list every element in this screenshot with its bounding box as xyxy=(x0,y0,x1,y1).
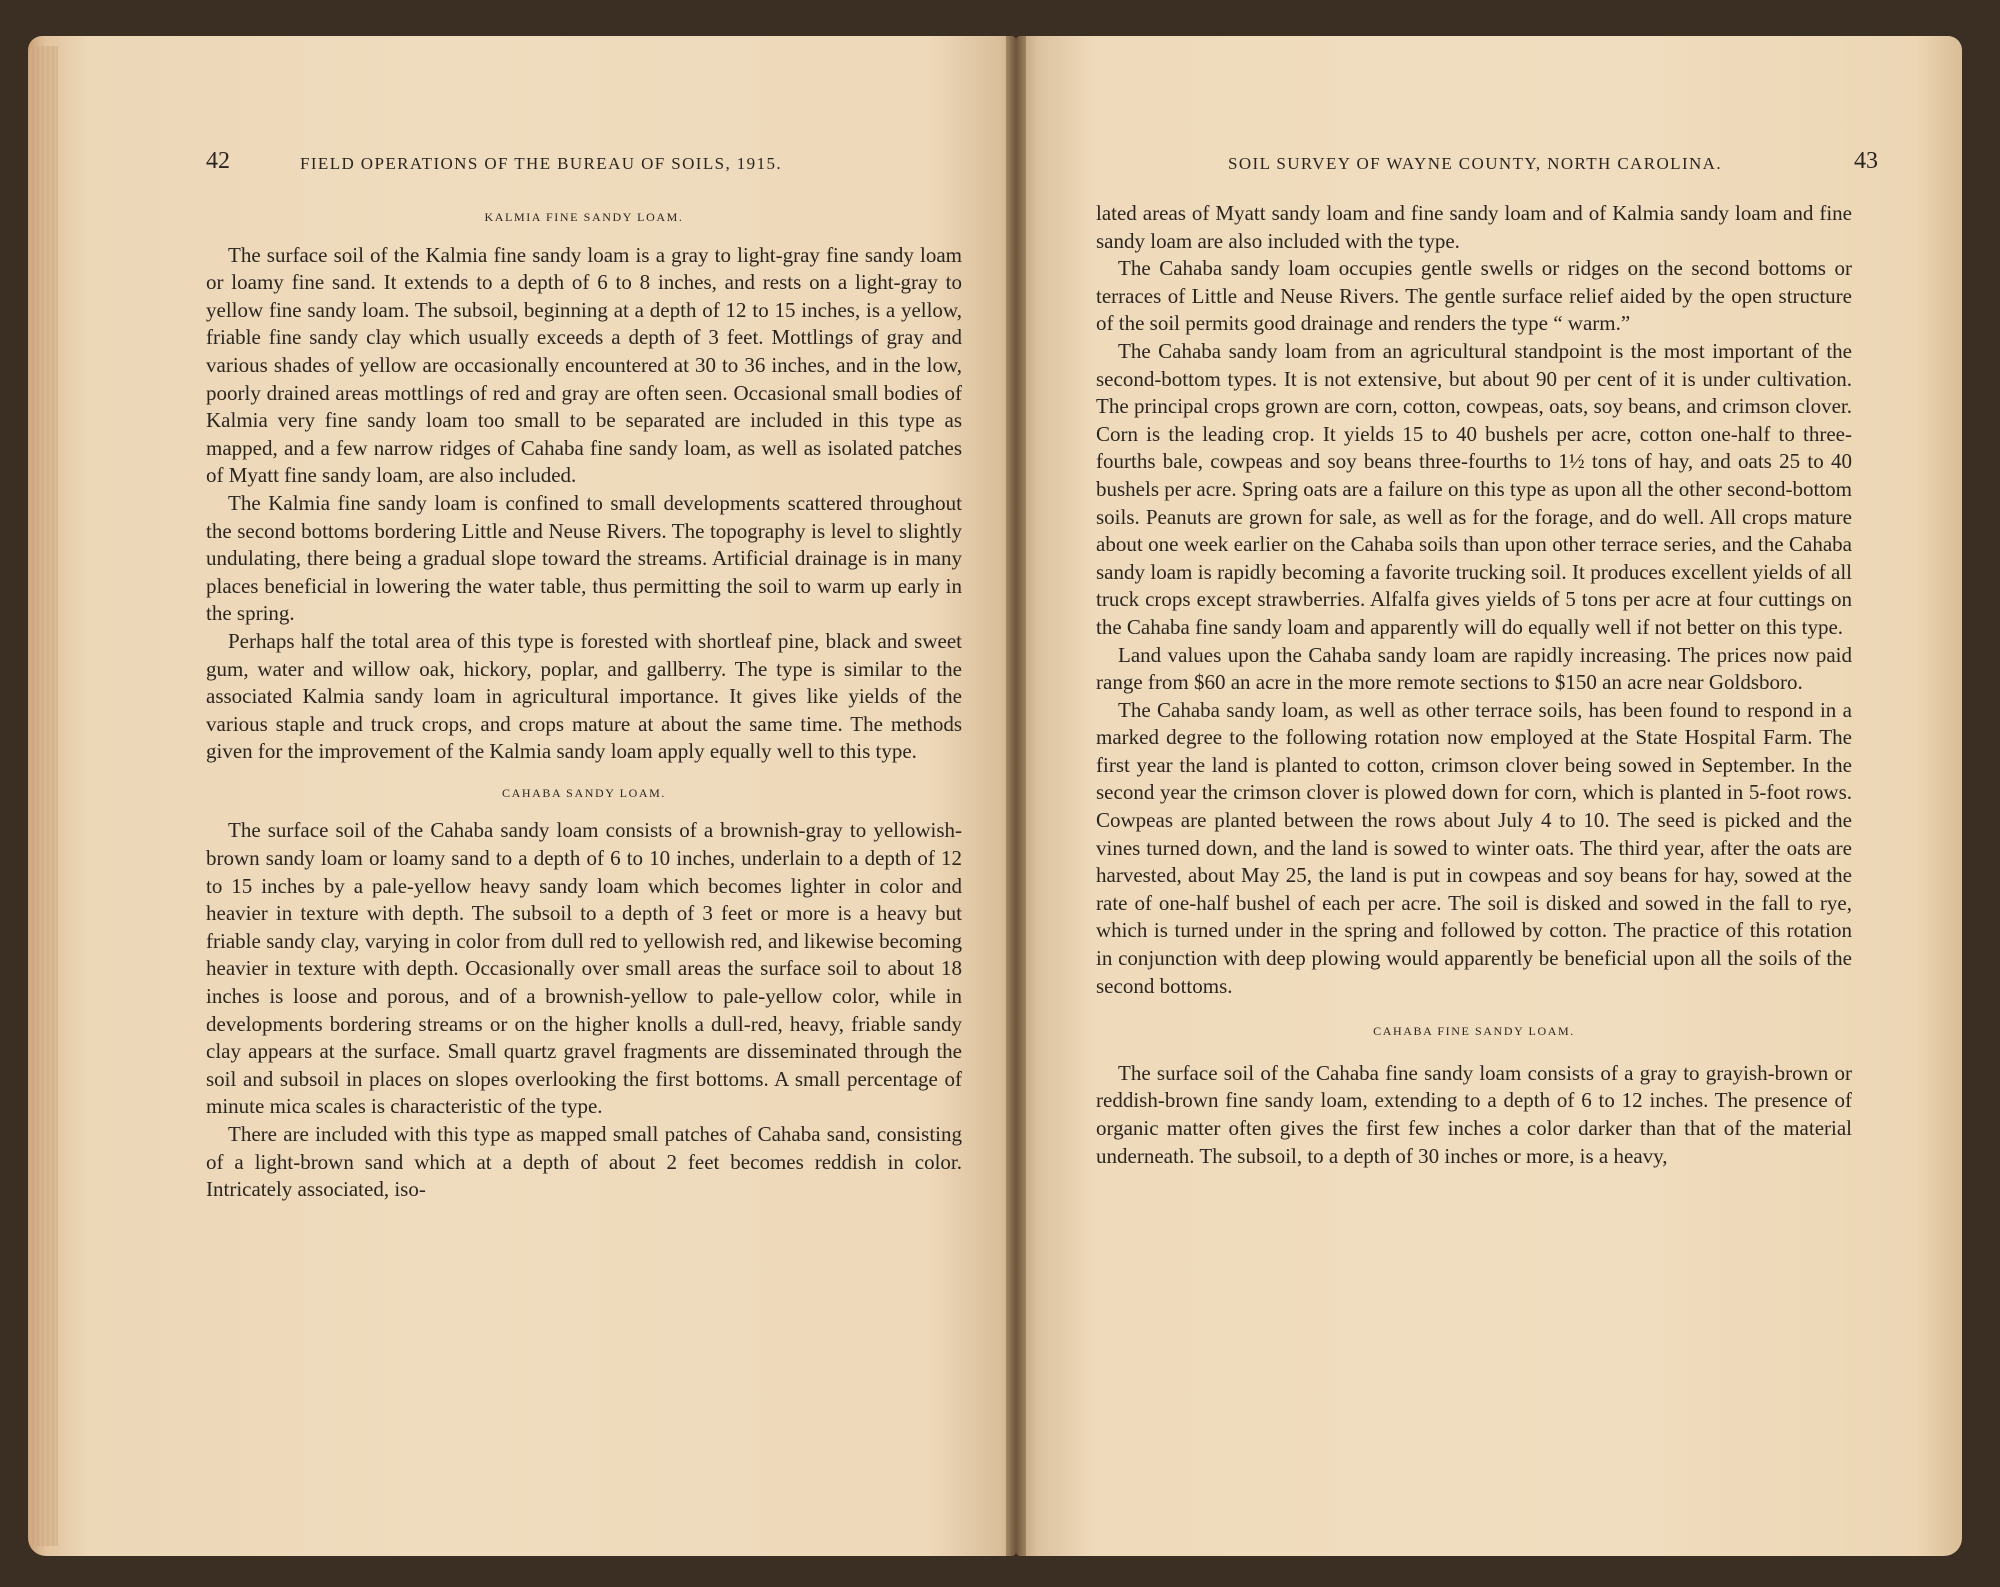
page-number: 43 xyxy=(1854,148,1878,174)
book-gutter xyxy=(1006,36,1026,1556)
right-page xyxy=(1016,36,1962,1556)
right-text-column xyxy=(1096,200,1852,1170)
paragraph: The surface soil of the Cahaba fine sandy loam consists of a gray to grayish-brown or reddish-brown fine sandy loam, extending to a depth of 6 to 12 inches. The presence of organic matter often gives the first few inches a color darker than that of the material underneath. The subsoil, to a depth of 30 inches or more, is a heavy, xyxy=(1096,1060,1852,1168)
paragraph: The Cahaba sandy loam, as well as other terrace soils, has been found to respond in a marked degree to the following rotation now employed at the State Hospital Farm. The first year the land is planted to cotton, crimson clover being sowed in September. In the second year the crimson clover is plowed down for corn, which is planted in 5-foot rows. Cowpeas are planted between the rows about July 4 to 10. The seed is picked and the vines turned down, and the land is sowed to winter oats. The third year, after the oats are harvested, about May 25, the land is put in cowpeas and soy beans for hay, sowed at the rate of one-half bushel of each per acre. The soil is disked and sowed in the fall to rye, which is turned under in the spring and followed by cotton. The practice of this rotation in conjunction with deep plowing would apparently be beneficial upon all the soils of the second bottoms. xyxy=(1096,697,1852,998)
running-head: SOIL SURVEY OF WAYNE COUNTY, NORTH CAROLINA. xyxy=(1228,154,1723,173)
page-number: 42 xyxy=(206,148,230,174)
paragraph: The surface soil of the Cahaba sandy loam consists of a brownish-gray to yellowish-brown sandy loam or loamy sand to a depth of 6 to 10 inches, underlain to a depth of 12 to 15 inches by a pale-yellow heavy sandy loam which becomes lighter in color and heavier in texture with depth. The subsoil to a depth of 3 feet or more is a heavy but friable sandy clay, varying in color from dull red to yellowish red, and likewise becoming heavier in texture with depth. Occasionally over small areas the surface soil to about 18 inches is loose and porous, and of a brownish-yellow to pale-yellow color, while in developments bordering streams or on the higher knolls a dull-red, heavy, friable sandy clay appears at the surface. Small quartz gravel fragments are disseminated through the soil and subsoil in places on slopes overlooking the first bottoms. A small percentage of minute mica scales is characteristic of the type. xyxy=(206,818,962,1119)
paragraph: The Cahaba sandy loam from an agricultural standpoint is the most important of the second-bottom types. It is not extensive, but about 90 per cent of it is under cultivation. The principal crops grown are corn, cotton, cowpeas, oats, soy beans, and crimson clover. Corn is the leading crop. It yields 15 to 40 bushels per acre, cotton one-half to three-fourths bale, cowpeas and soy beans three-fourths to 1½ tons of hay, and oats 25 to 40 bushels per acre. Spring oats are a failure on this type as upon all the other second-bottom soils. Peanuts are grown for sale, as well as for the forage, and do well. All crops mature about one week earlier on the Cahaba soils than upon other terrace series, and the Cahaba sandy loam is rapidly becoming a favorite trucking soil. It produces excellent yields of all truck crops except strawberries. Alfalfa gives yields of 5 tons per acre at four cuttings on the Cahaba fine sandy loam and apparently will do equally well if not better on this type. xyxy=(1096,338,1852,639)
paragraph: The Kalmia fine sandy loam is confined to small developments scattered throughout the second bottoms bordering Little and Neuse Rivers. The topography is level to slightly undulating, there being a gradual slope toward the streams. Artificial drainage is in many places beneficial in lowering the water table, thus permitting the soil to warm up early in the spring. xyxy=(206,490,962,626)
left-page xyxy=(28,36,1016,1556)
running-head: FIELD OPERATIONS OF THE BUREAU OF SOILS, 1915. xyxy=(300,154,783,173)
paragraph: Perhaps half the total area of this type is forested with shortleaf pine, black and sweet gum, water and willow oak, hickory, poplar, and gallberry. The type is similar to the associated Kalmia sandy loam in agricultural importance. It gives like yields of the various staple and truck crops, and crops mature at about the same time. The methods given for the improvement of the Kalmia sandy loam apply equally well to this type. xyxy=(206,628,962,764)
page-edges xyxy=(28,46,58,1546)
paragraph: Land values upon the Cahaba sandy loam are rapidly increasing. The prices now paid range from $60 an acre in the more remote sections to $150 an acre near Goldsboro. xyxy=(1096,642,1852,695)
section-heading: CAHABA SANDY LOAM. xyxy=(501,785,667,800)
open-book xyxy=(28,36,1962,1556)
paragraph: There are included with this type as mapped small patches of Cahaba sand, consisting of a light-brown sand which at a depth of about 2 feet becomes reddish in color. Intricately associated, iso- xyxy=(206,1122,962,1202)
left-text-column xyxy=(206,204,962,1204)
paragraph: The surface soil of the Kalmia fine sandy loam is a gray to light-gray fine sandy loam or loamy fine sand. It extends to a depth of 6 to 8 inches, and rests on a light-gray to yellow fine sandy loam. The subsoil, beginning at a depth of 12 to 15 inches, is a yellow, friable fine sandy clay which usually exceeds a depth of 3 feet. Mottlings of gray and various shades of yellow are occasionally encountered at 30 to 36 inches, and in the low, poorly drained areas mottlings of red and gray are often seen. Occasional small bodies of Kalmia very fine sandy loam too small to be separated are included in this type as mapped, and a few narrow ridges of Cahaba fine sandy loam, as well as isolated patches of Myatt fine sandy loam, are also included. xyxy=(206,242,962,488)
continued-paragraph: lated areas of Myatt sandy loam and fine sandy loam and of Kalmia sandy loam and fine sandy loam are also included with the type. xyxy=(1096,201,1852,253)
paragraph: The Cahaba sandy loam occupies gentle swells or ridges on the second bottoms or terraces of Little and Neuse Rivers. The gentle surface relief aided by the open structure of the soil permits good drainage and renders the type “ warm.” xyxy=(1096,256,1852,336)
section-heading: CAHABA FINE SANDY LOAM. xyxy=(1373,1024,1575,1039)
section-heading: KALMIA FINE SANDY LOAM. xyxy=(484,210,684,224)
